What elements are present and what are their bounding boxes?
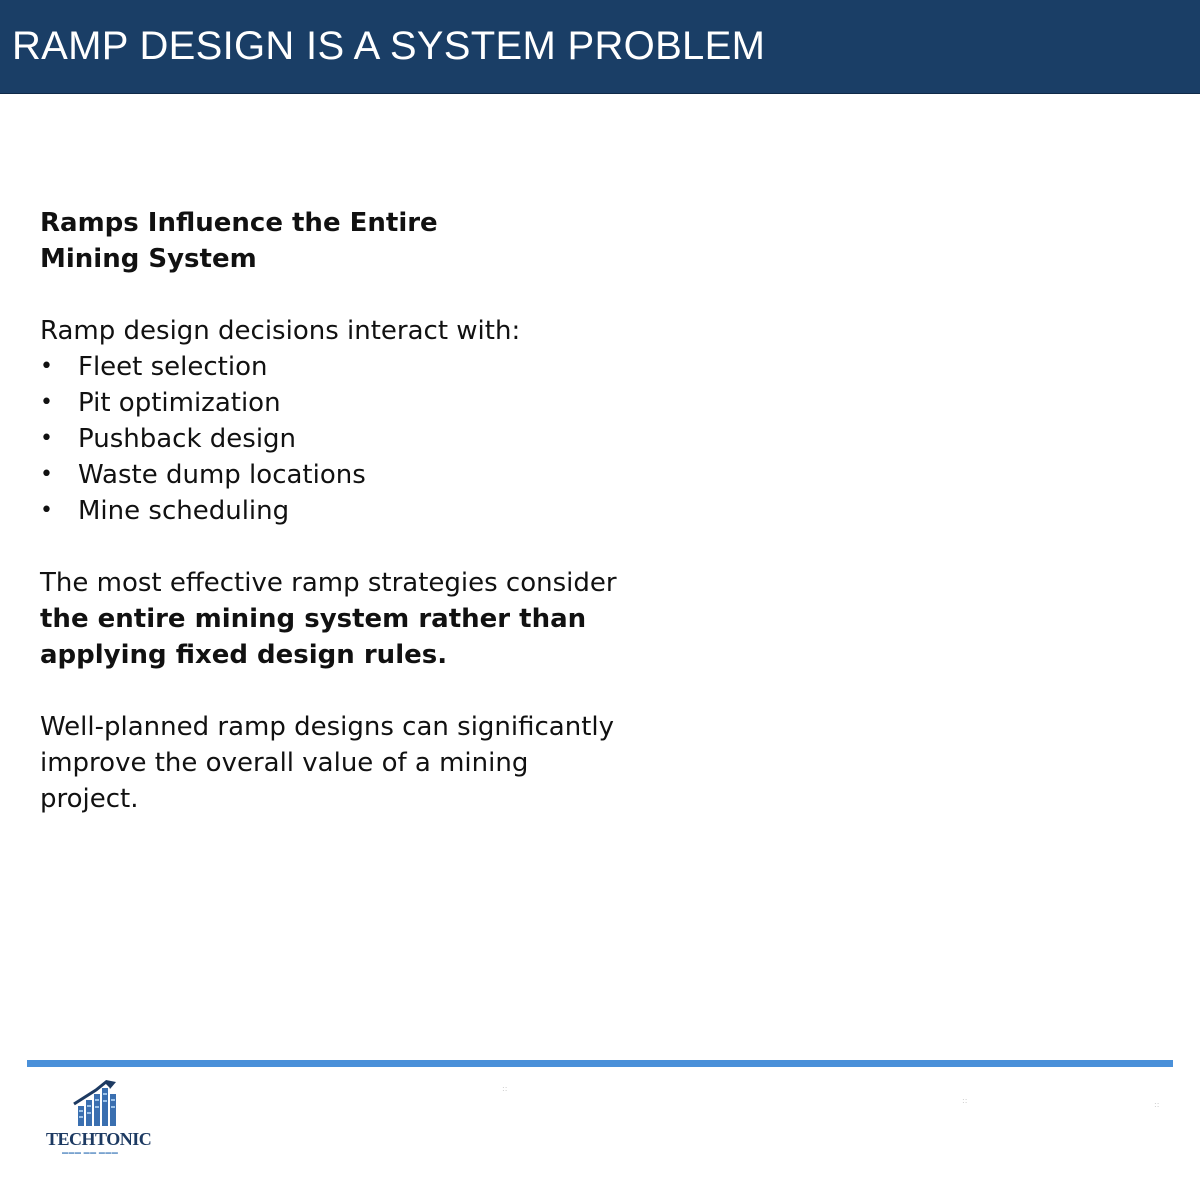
list-item: • Waste dump locations [40,457,620,493]
intro-text: Ramp design decisions interact with: [40,316,521,346]
footer-mark: :: [1154,1100,1160,1109]
bullet-icon: • [40,462,53,487]
slide-title: RAMP DESIGN IS A SYSTEM PROBLEM [12,24,766,68]
bullet-icon: • [40,498,53,523]
list-item: • Mine scheduling [40,493,620,529]
bullet-icon: • [40,390,53,415]
bullet-icon: • [40,426,53,451]
logo-tagline-mark: ▬▬▬ ▬▬ ▬▬▬ [62,1150,119,1156]
strategy-paragraph [40,565,620,673]
footer-mark: :: [962,1096,968,1105]
list-item: • Fleet selection [40,349,620,385]
list-item: • Pit optimization [40,385,620,421]
value-paragraph: Well-planned ramp designs can significantly improve the overall value of a mining project. [40,712,615,814]
title-bar [0,0,1200,94]
strategy-text: The most effective ramp strategies consider [40,568,617,598]
section-heading: Ramps Influence the Entire Mining System [40,208,438,274]
strategy-emphasis: the entire mining system rather than applying fixed design rules. [40,604,587,670]
bullet-list [40,349,620,529]
building-bars-icon [44,1080,154,1170]
list-item: • Pushback design [40,421,620,457]
footer-mark: :: [502,1084,508,1093]
logo-wordmark: TECHTONIC [46,1129,152,1149]
footer-divider [27,1060,1173,1067]
slide-body [40,205,620,817]
bullet-icon: • [40,354,53,379]
